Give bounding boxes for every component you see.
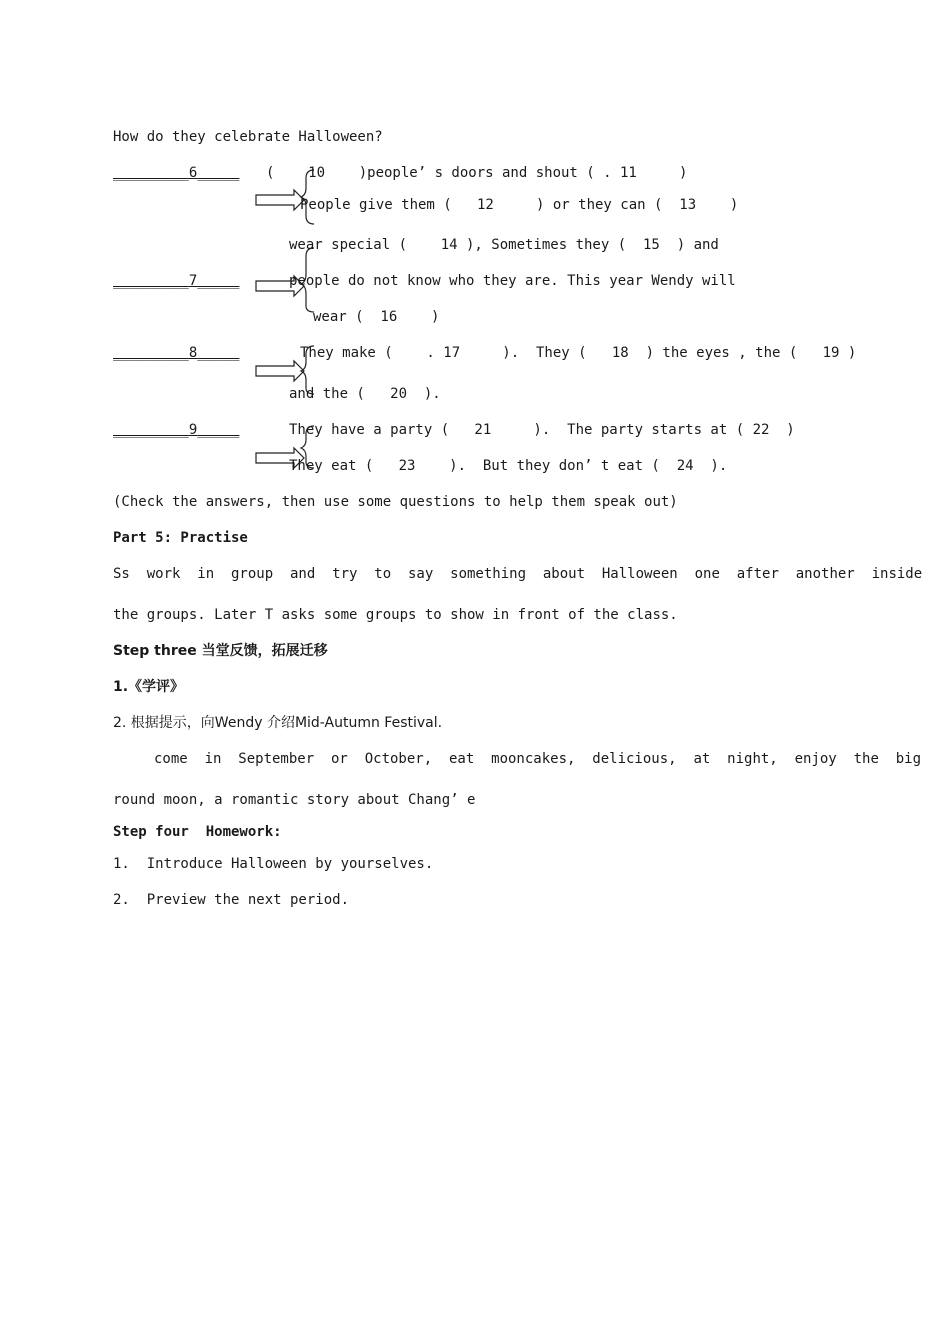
part5-heading: Part 5: Practise (113, 530, 248, 546)
group8-line2: and the ( 20 ). (289, 386, 441, 402)
group9-line2: They eat ( 23 ). But they don’ t eat ( 24 ). (289, 458, 728, 474)
step3-heading: Step three 当堂反馈，拓展迁移 (113, 643, 328, 659)
part5-line2: the groups. Later T asks some groups to show in front of the class. (113, 607, 678, 623)
answer-blank-8[interactable]: _________8_____ (113, 345, 240, 361)
answer-blank-7[interactable]: _________7_____ (113, 273, 240, 289)
step3-hint2: round moon, a romantic story about Chang’ e (113, 792, 476, 808)
question-heading: How do they celebrate Halloween? (113, 129, 383, 145)
step3-hint1: come in September or October, eat mooncakes, delicious, at night, enjoy the big (154, 751, 922, 767)
answer-blank-9[interactable]: _________9_____ (113, 422, 240, 438)
answer-blank-6[interactable]: _________6_____ (113, 165, 240, 181)
group6-line1: ( 10 )people’ s doors and shout ( . 11 ) (266, 165, 688, 181)
step3-item1: 1.《学评》 (113, 679, 185, 695)
check-note: (Check the answers, then use some questions to help them speak out) (113, 494, 678, 510)
group9-line1: They have a party ( 21 ). The party starts at ( 22 ) (289, 422, 795, 438)
group6-line2: People give them ( 12 ) or they can ( 13 ) (300, 197, 739, 213)
step3-item2: 2. 根据提示，向Wendy 介绍Mid-Autumn Festival. (113, 715, 443, 731)
group7-line2: people do not know who they are. This year Wendy will (289, 273, 736, 289)
step4-item2: 2. Preview the next period. (113, 892, 350, 908)
group8-line1: They make ( . 17 ). They ( 18 ) the eyes , the ( 19 ) (300, 345, 857, 361)
group7-line3: wear ( 16 ) (313, 309, 440, 325)
step4-item1: 1. Introduce Halloween by yourselves. (113, 856, 434, 872)
group7-line1: wear special ( 14 ), Sometimes they ( 15 ) and (289, 237, 719, 253)
part5-line1: Ss work in group and try to say something about Halloween one after another inside (113, 566, 923, 582)
step4-heading: Step four Homework: (113, 824, 282, 840)
